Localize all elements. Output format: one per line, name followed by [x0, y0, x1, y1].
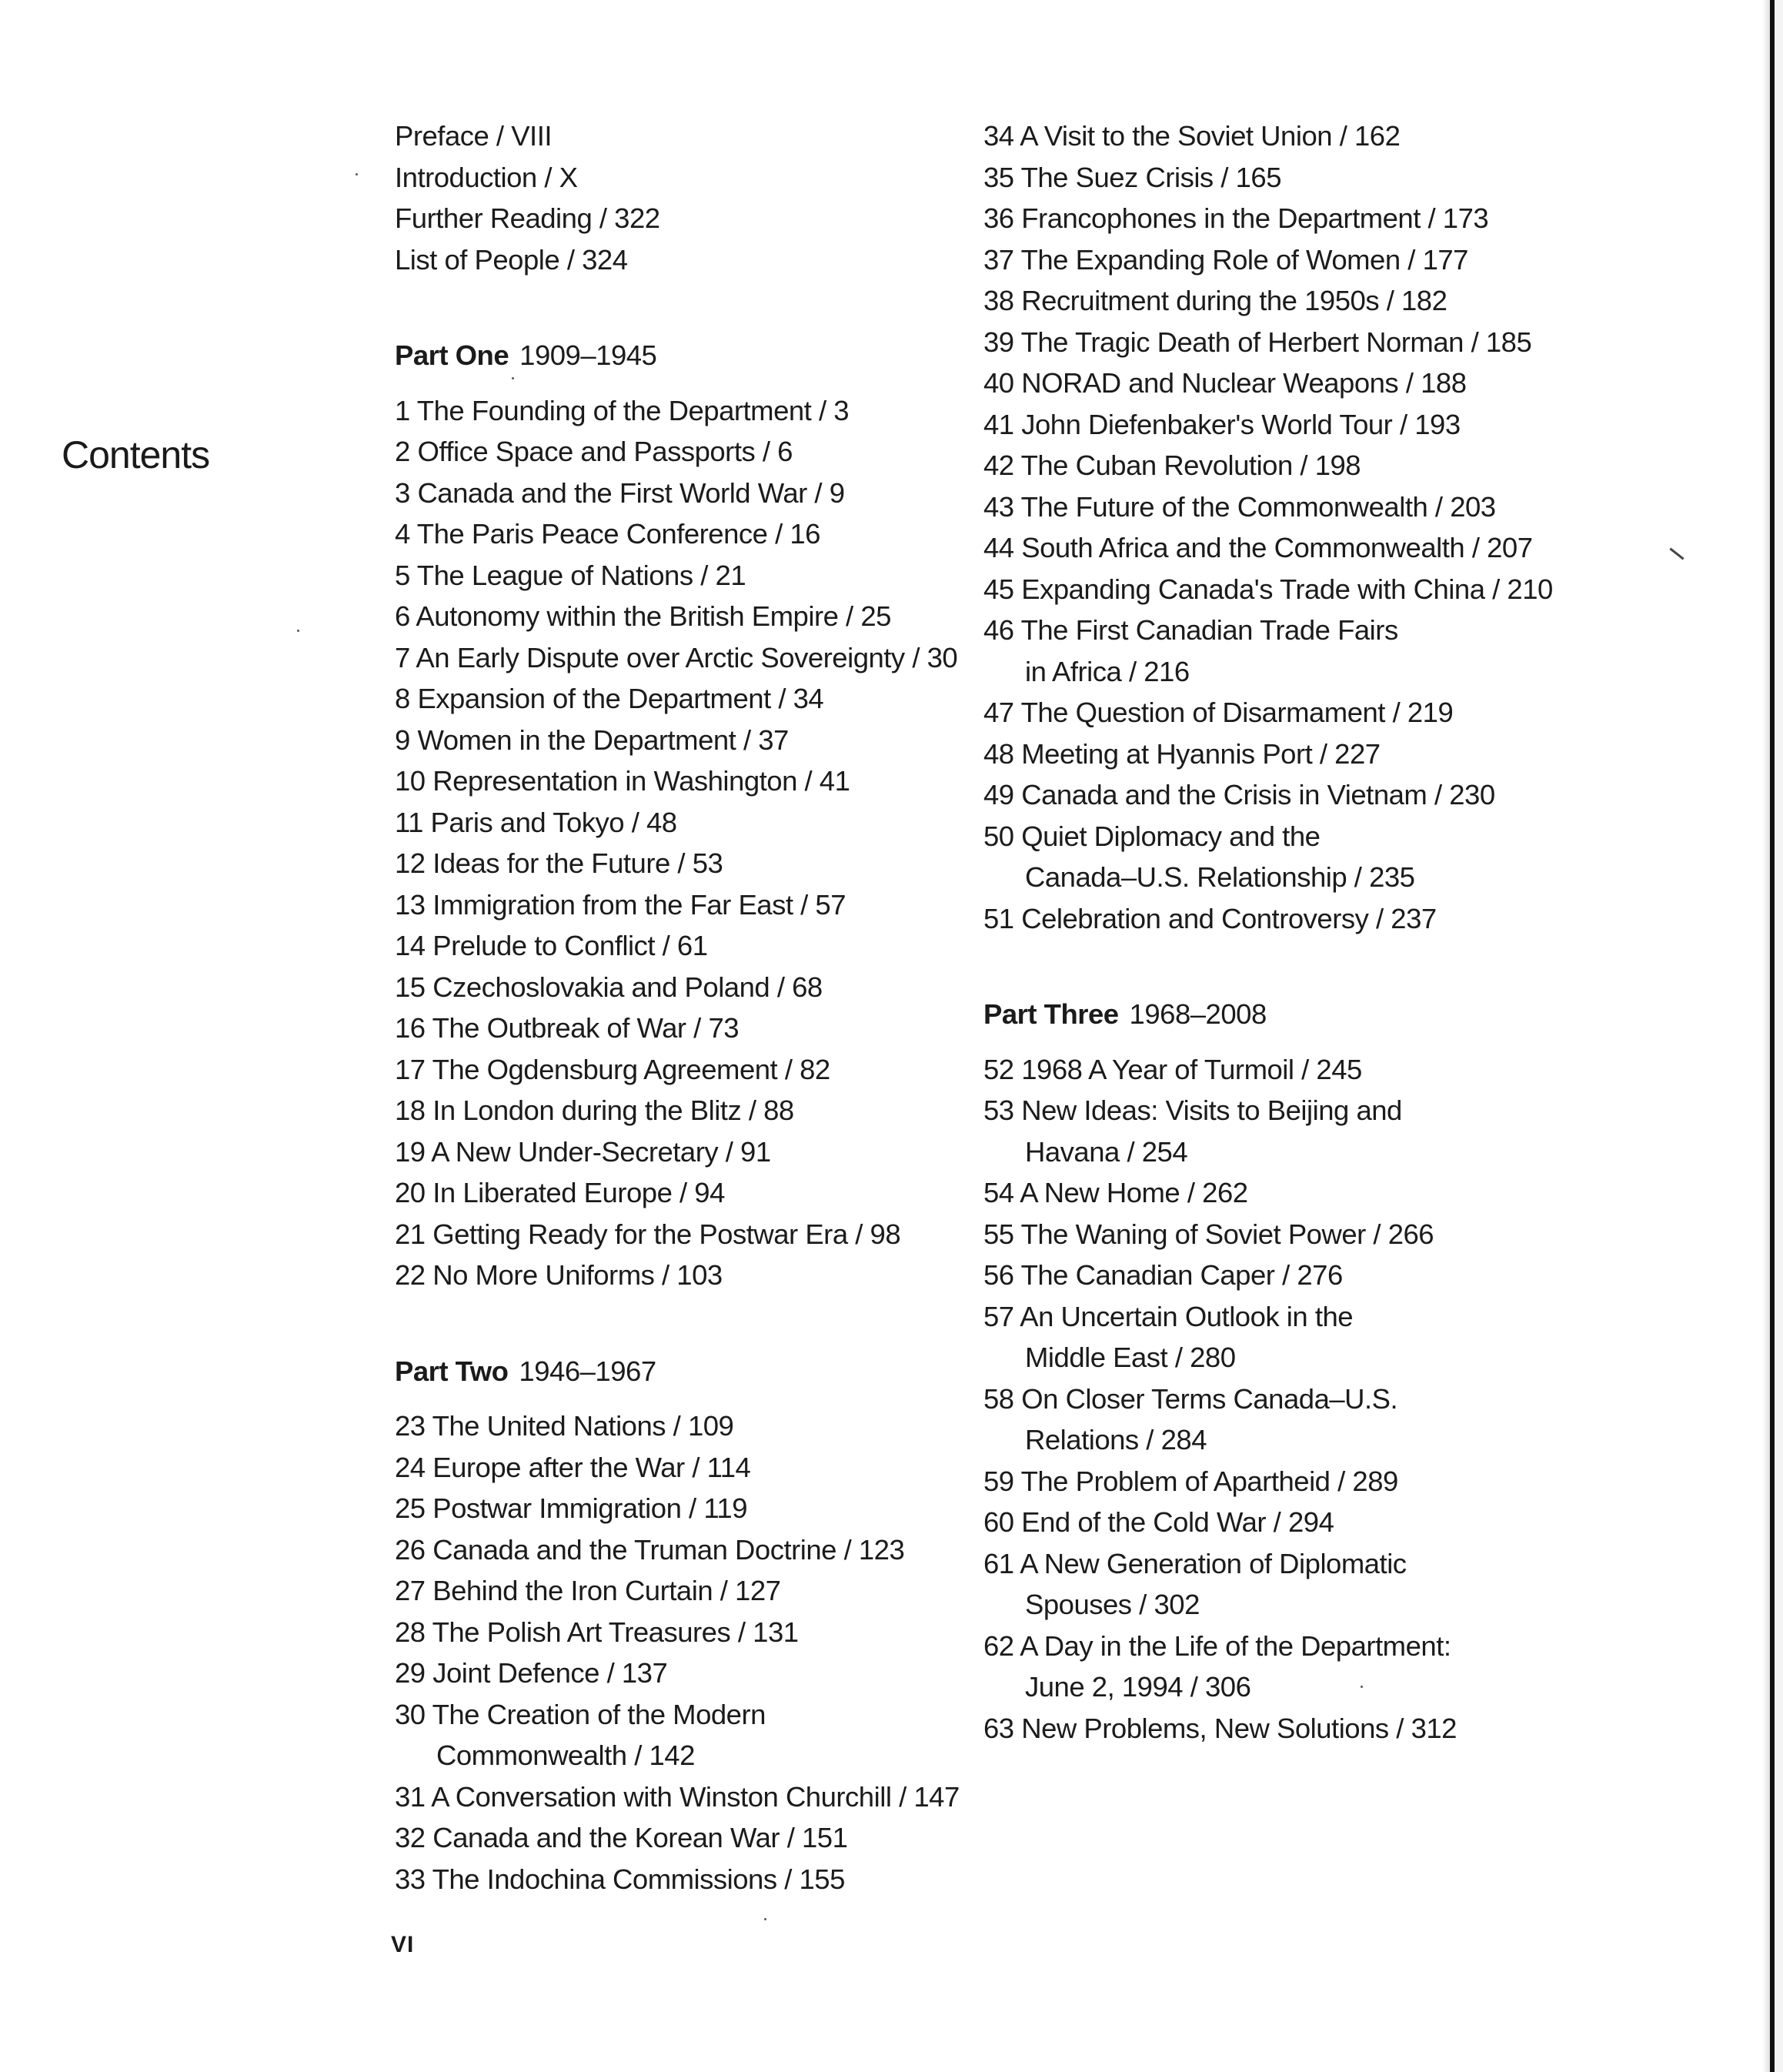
heading-gap [395, 1392, 964, 1405]
toc-entry [395, 802, 964, 844]
toc-entry [983, 115, 1568, 157]
toc-entry-continuation: in Africa / 216 [1025, 655, 1190, 687]
toc-entry [395, 678, 964, 720]
toc-entry-line: 57 An Uncertain Outlook in the [983, 1300, 1354, 1332]
toc-entry [395, 884, 964, 926]
toc-entry-line: 58 On Closer Terms Canada–U.S. [983, 1382, 1398, 1415]
toc-entry-line: 10 Representation in Washington / 41 [395, 765, 850, 797]
toc-entry-line: 1 The Founding of the Department / 3 [395, 394, 850, 426]
toc-entry [395, 390, 964, 432]
toc-entry [395, 967, 964, 1008]
toc-entry-line: 20 In Liberated Europe / 94 [395, 1177, 725, 1208]
section-gap [983, 939, 1568, 994]
toc-entry-line: 11 Paris and Tokyo / 48 [395, 806, 677, 838]
toc-entry-line: 54 A New Home / 262 [983, 1177, 1248, 1208]
toc-entry [983, 774, 1568, 816]
toc-entry [395, 1008, 964, 1049]
toc-entry [983, 610, 1568, 692]
toc-entry [983, 280, 1568, 322]
scan-speck [764, 1918, 766, 1920]
toc-entry-line: 60 End of the Cold War / 294 [983, 1506, 1334, 1538]
toc-entry-continuation: Relations / 284 [1025, 1424, 1207, 1455]
toc-entry [395, 1529, 964, 1571]
toc-entry-line: 46 The First Canadian Trade Fairs [983, 614, 1398, 646]
toc-entry-line: 17 The Ogdensburg Agreement / 82 [395, 1053, 830, 1085]
toc-entry [983, 816, 1568, 898]
toc-entry [395, 1049, 964, 1091]
toc-entry-line: 2 Office Space and Passports / 6 [395, 436, 793, 467]
toc-entry [395, 1859, 964, 1900]
toc-entry [395, 1694, 964, 1776]
toc-entry-line: 47 The Question of Disarmament / 219 [983, 697, 1454, 728]
toc-entry [395, 1653, 964, 1694]
toc-entry-line: 18 In London during the Blitz / 88 [395, 1094, 794, 1126]
toc-entry-line: 48 Meeting at Hyannis Port / 227 [983, 737, 1381, 770]
toc-entry-line: 63 New Problems, New Solutions / 312 [983, 1712, 1457, 1744]
toc-entry [983, 569, 1568, 610]
toc-entry [395, 1570, 964, 1612]
toc-entry [395, 1488, 964, 1529]
toc-entry-line: 37 The Expanding Role of Women / 177 [983, 243, 1468, 276]
scan-speck [512, 377, 514, 379]
part-name: Part Two [395, 1355, 509, 1387]
toc-entry-line: 61 A New Generation of Diplomatic [983, 1547, 1407, 1579]
toc-entry-line: 5 The League of Nations / 21 [395, 559, 746, 591]
toc-entry [983, 1543, 1568, 1626]
toc-entry-line: 39 The Tragic Death of Herbert Norman / 185 [983, 326, 1532, 358]
toc-entry-line: 24 Europe after the War / 114 [395, 1451, 751, 1483]
toc-entry [395, 1817, 964, 1859]
toc-entry [983, 157, 1568, 199]
part-years: 1946–1967 [519, 1355, 656, 1387]
scan-speck [1361, 1686, 1363, 1688]
heading-gap [395, 376, 964, 390]
toc-entry [395, 596, 964, 637]
toc-entry-line: 9 Women in the Department / 37 [395, 724, 789, 756]
toc-entry-line: 26 Canada and the Truman Doctrine / 123 [395, 1533, 905, 1566]
toc-entry-line: 36 Francophones in the Department / 173 [983, 202, 1489, 234]
toc-entry-line: 34 A Visit to the Soviet Union / 162 [983, 120, 1401, 152]
toc-column-right [983, 115, 1568, 1749]
toc-entry-line: 41 John Diefenbaker's World Tour / 193 [983, 408, 1461, 440]
toc-entry-line: 38 Recruitment during the 1950s / 182 [983, 285, 1447, 316]
toc-entry-line: 14 Prelude to Conflict / 61 [395, 930, 708, 961]
toc-entry-continuation: Canada–U.S. Relationship / 235 [1025, 861, 1415, 893]
toc-entry-line: 32 Canada and the Korean War / 151 [395, 1822, 848, 1853]
part-years: 1968–2008 [1129, 998, 1267, 1030]
toc-entry-line: 59 The Problem of Apartheid / 289 [983, 1465, 1398, 1497]
toc-entry [395, 1447, 964, 1489]
toc-entry [395, 925, 964, 967]
part-name: Part Three [983, 998, 1119, 1030]
toc-entry-continuation: Commonwealth / 142 [436, 1739, 695, 1771]
toc-entry [395, 555, 964, 597]
toc-entry [395, 637, 964, 679]
toc-entry [395, 473, 964, 514]
toc-entry-line: 35 The Suez Crisis / 165 [983, 161, 1282, 193]
toc-entry [395, 1131, 964, 1173]
toc-entry-line: 56 The Canadian Caper / 276 [983, 1259, 1343, 1291]
toc-entry [983, 1502, 1568, 1543]
toc-entry [395, 843, 964, 884]
scan-speck [297, 630, 299, 632]
toc-entry [983, 404, 1568, 446]
toc-entry-line: 29 Joint Defence / 137 [395, 1657, 668, 1689]
toc-entry-line: 31 A Conversation with Winston Churchill / 147 [395, 1780, 960, 1813]
toc-entry [395, 1214, 964, 1255]
toc-entry-line: 23 The United Nations / 109 [395, 1410, 734, 1442]
toc-entry [395, 1255, 964, 1296]
front-matter-item: Introduction / X [395, 161, 578, 193]
toc-entry-line: 15 Czechoslovakia and Poland / 68 [395, 971, 823, 1003]
toc-entry-line: 44 South Africa and the Commonwealth / 207 [983, 532, 1533, 563]
toc-entry-line: 8 Expansion of the Department / 34 [395, 683, 824, 714]
toc-entry-line: 7 An Early Dispute over Arctic Sovereignty / 30 [395, 641, 958, 673]
front-matter-item: Further Reading / 322 [395, 202, 660, 234]
toc-entry [983, 239, 1568, 281]
toc-entry [395, 720, 964, 761]
toc-entry [983, 198, 1568, 239]
toc-entry [983, 1461, 1568, 1502]
toc-entry-continuation: June 2, 1994 / 306 [1025, 1671, 1251, 1703]
scan-speck [356, 173, 358, 175]
toc-entry [983, 1214, 1568, 1255]
toc-entry-line: 12 Ideas for the Future / 53 [395, 847, 723, 879]
toc-entry-line: 53 New Ideas: Visits to Beijing and [983, 1094, 1402, 1126]
toc-entry [983, 445, 1568, 486]
toc-entry [983, 734, 1568, 775]
toc-entry-continuation: Havana / 254 [1025, 1135, 1188, 1168]
toc-entry-line: 51 Celebration and Controversy / 237 [983, 902, 1437, 934]
toc-entry-line: 33 The Indochina Commissions / 155 [395, 1863, 845, 1895]
toc-entry [983, 1296, 1568, 1379]
toc-entry-line: 43 The Future of the Commonwealth / 203 [983, 490, 1496, 523]
toc-entry [983, 1049, 1568, 1091]
section-gap [395, 280, 964, 335]
toc-entry-line: 19 A New Under-Secretary / 91 [395, 1135, 771, 1168]
toc-entry [395, 431, 964, 473]
toc-entry-line: 27 Behind the Iron Curtain / 127 [395, 1575, 781, 1606]
toc-entry-line: 22 No More Uniforms / 103 [395, 1259, 723, 1291]
toc-entry-continuation: Middle East / 280 [1025, 1342, 1236, 1373]
toc-entry [983, 1255, 1568, 1296]
part-name: Part One [395, 339, 509, 371]
toc-entry [983, 363, 1568, 404]
toc-entry-line: 42 The Cuban Revolution / 198 [983, 449, 1361, 481]
toc-entry [395, 1612, 964, 1653]
binding-outer-edge [1775, 0, 1783, 2072]
toc-entry-line: 4 The Paris Peace Conference / 16 [395, 518, 820, 550]
toc-entry [395, 1172, 964, 1214]
toc-entry-line: 21 Getting Ready for the Postwar Era / 98 [395, 1218, 901, 1250]
toc-entry-line: 50 Quiet Diplomacy and the [983, 820, 1321, 852]
toc-entry-line: 3 Canada and the First World War / 9 [395, 476, 845, 509]
toc-entry-line: 30 The Creation of the Modern [395, 1698, 766, 1730]
scan-mark [1669, 548, 1684, 560]
toc-entry-line: 40 NORAD and Nuclear Weapons / 188 [983, 367, 1467, 399]
toc-entry-line: 52 1968 A Year of Turmoil / 245 [983, 1053, 1362, 1085]
part-heading [395, 335, 964, 376]
toc-entry [395, 1090, 964, 1131]
toc-entry-line: 13 Immigration from the Far East / 57 [395, 888, 846, 921]
part-heading [395, 1351, 964, 1392]
toc-entry [983, 1708, 1568, 1750]
page-number: VI [391, 1932, 415, 1957]
toc-entry [983, 1090, 1568, 1172]
toc-entry-line: 16 The Outbreak of War / 73 [395, 1012, 740, 1044]
toc-entry [983, 898, 1568, 940]
toc-entry [395, 1405, 964, 1447]
toc-entry [983, 486, 1568, 528]
toc-column-left [395, 115, 964, 1900]
front-matter-item: List of People / 324 [395, 243, 628, 276]
toc-entry-line: 28 The Polish Art Treasures / 131 [395, 1616, 799, 1648]
toc-entry [983, 692, 1568, 734]
part-heading [983, 994, 1568, 1035]
toc-entry-line: 45 Expanding Canada's Trade with China / 210 [983, 573, 1553, 605]
front-matter-item: Preface / VIII [395, 120, 552, 152]
toc-entry [395, 1776, 964, 1818]
binding-shadow [1762, 0, 1770, 2072]
toc-entry-line: 62 A Day in the Life of the Department: [983, 1629, 1451, 1662]
contents-title: Contents [62, 433, 210, 476]
toc-entry-line: 6 Autonomy within the British Empire / 25 [395, 600, 891, 632]
toc-entry [395, 760, 964, 802]
toc-entry-line: 49 Canada and the Crisis in Vietnam / 230 [983, 779, 1495, 810]
toc-entry [983, 1379, 1568, 1461]
toc-entry [983, 1626, 1568, 1708]
section-gap [395, 1296, 964, 1351]
toc-entry [983, 1172, 1568, 1214]
toc-entry-continuation: Spouses / 302 [1025, 1589, 1200, 1620]
toc-entry-line: 55 The Waning of Soviet Power / 266 [983, 1218, 1434, 1250]
toc-entry [395, 513, 964, 555]
toc-entry-line: 25 Postwar Immigration / 119 [395, 1492, 748, 1524]
toc-entry [983, 322, 1568, 363]
heading-gap [983, 1035, 1568, 1049]
part-years: 1909–1945 [519, 339, 657, 371]
toc-entry [983, 527, 1568, 569]
